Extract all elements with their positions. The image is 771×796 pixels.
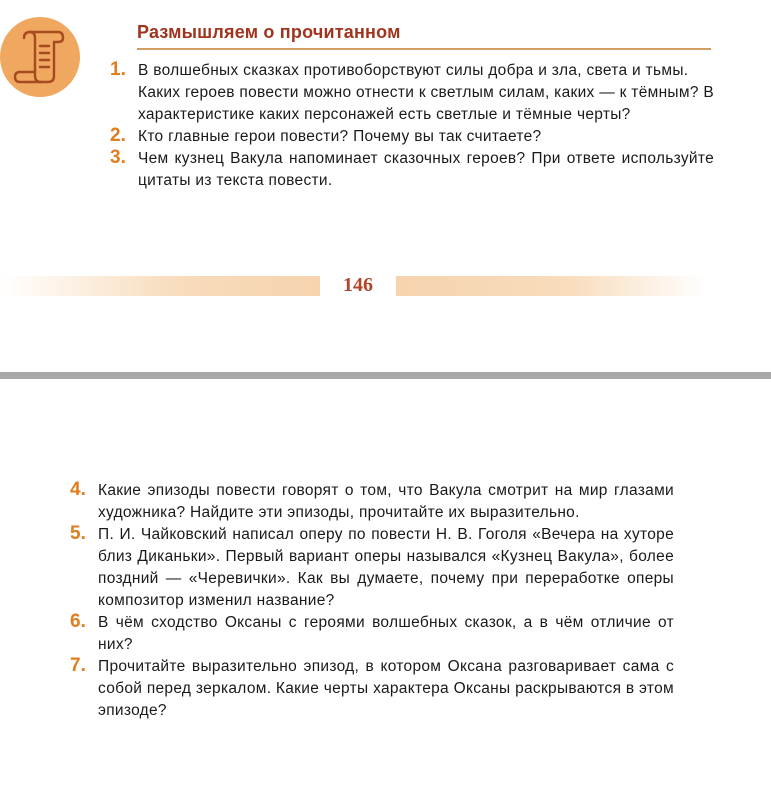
question-text: Кто главные герои повести? Почему вы так считаете?	[138, 128, 542, 145]
question-text: Каких героев повести можно отнести к светлым силам, каких — к тёмным? В характеристике каких персонажей есть светлые и тёмные черты?	[138, 84, 714, 123]
question-item	[110, 148, 714, 192]
question-number: 5.	[70, 523, 86, 544]
page-divider	[0, 372, 771, 379]
question-text: В волшебных сказках противоборствуют силы добра и зла, света и тьмы.	[138, 62, 689, 79]
question-text: Прочитайте выразительно эпизод, в котором Оксана разговаривает сама с собой перед зеркалом. Какие черты характера Оксаны раскрываются в этом эпизоде?	[98, 658, 674, 719]
question-item	[70, 656, 674, 722]
question-text: В чём сходство Оксаны с героями волшебных сказок, а в чём отличие от них?	[98, 614, 674, 653]
question-item	[70, 612, 674, 656]
question-number: 1.	[110, 59, 126, 80]
question-item	[110, 126, 714, 148]
question-list-bottom	[70, 480, 674, 722]
question-number: 6.	[70, 611, 86, 632]
question-number: 2.	[110, 125, 126, 146]
section-title: Размышляем о прочитанном	[137, 22, 711, 50]
question-number: 3.	[110, 147, 126, 168]
question-text: Чем кузнец Вакула напоминает сказочных героев? При ответе используйте цитаты из текста повести.	[138, 150, 714, 189]
page-number: 146	[343, 274, 373, 296]
question-item	[70, 524, 674, 612]
page-band-right	[396, 276, 706, 296]
scroll-icon	[0, 14, 80, 100]
question-number: 4.	[70, 479, 86, 500]
page-band-left	[0, 276, 320, 296]
question-item	[70, 480, 674, 524]
question-text: П. И. Чайковский написал оперу по повести Н. В. Гоголя «Вечера на хуторе близ Диканьки». Первый вариант оперы назывался «Кузнец Вакула», более поздний — «Черевички». Как вы думаете, почему при переработке оперы композитор изменил название?	[98, 526, 674, 609]
question-text: Какие эпизоды повести говорят о том, что Вакула смотрит на мир глазами художника? Найдите эти эпизоды, прочитайте их выразительно.	[98, 482, 674, 521]
question-list-top	[110, 60, 714, 192]
question-number: 7.	[70, 655, 86, 676]
question-item	[110, 60, 714, 126]
